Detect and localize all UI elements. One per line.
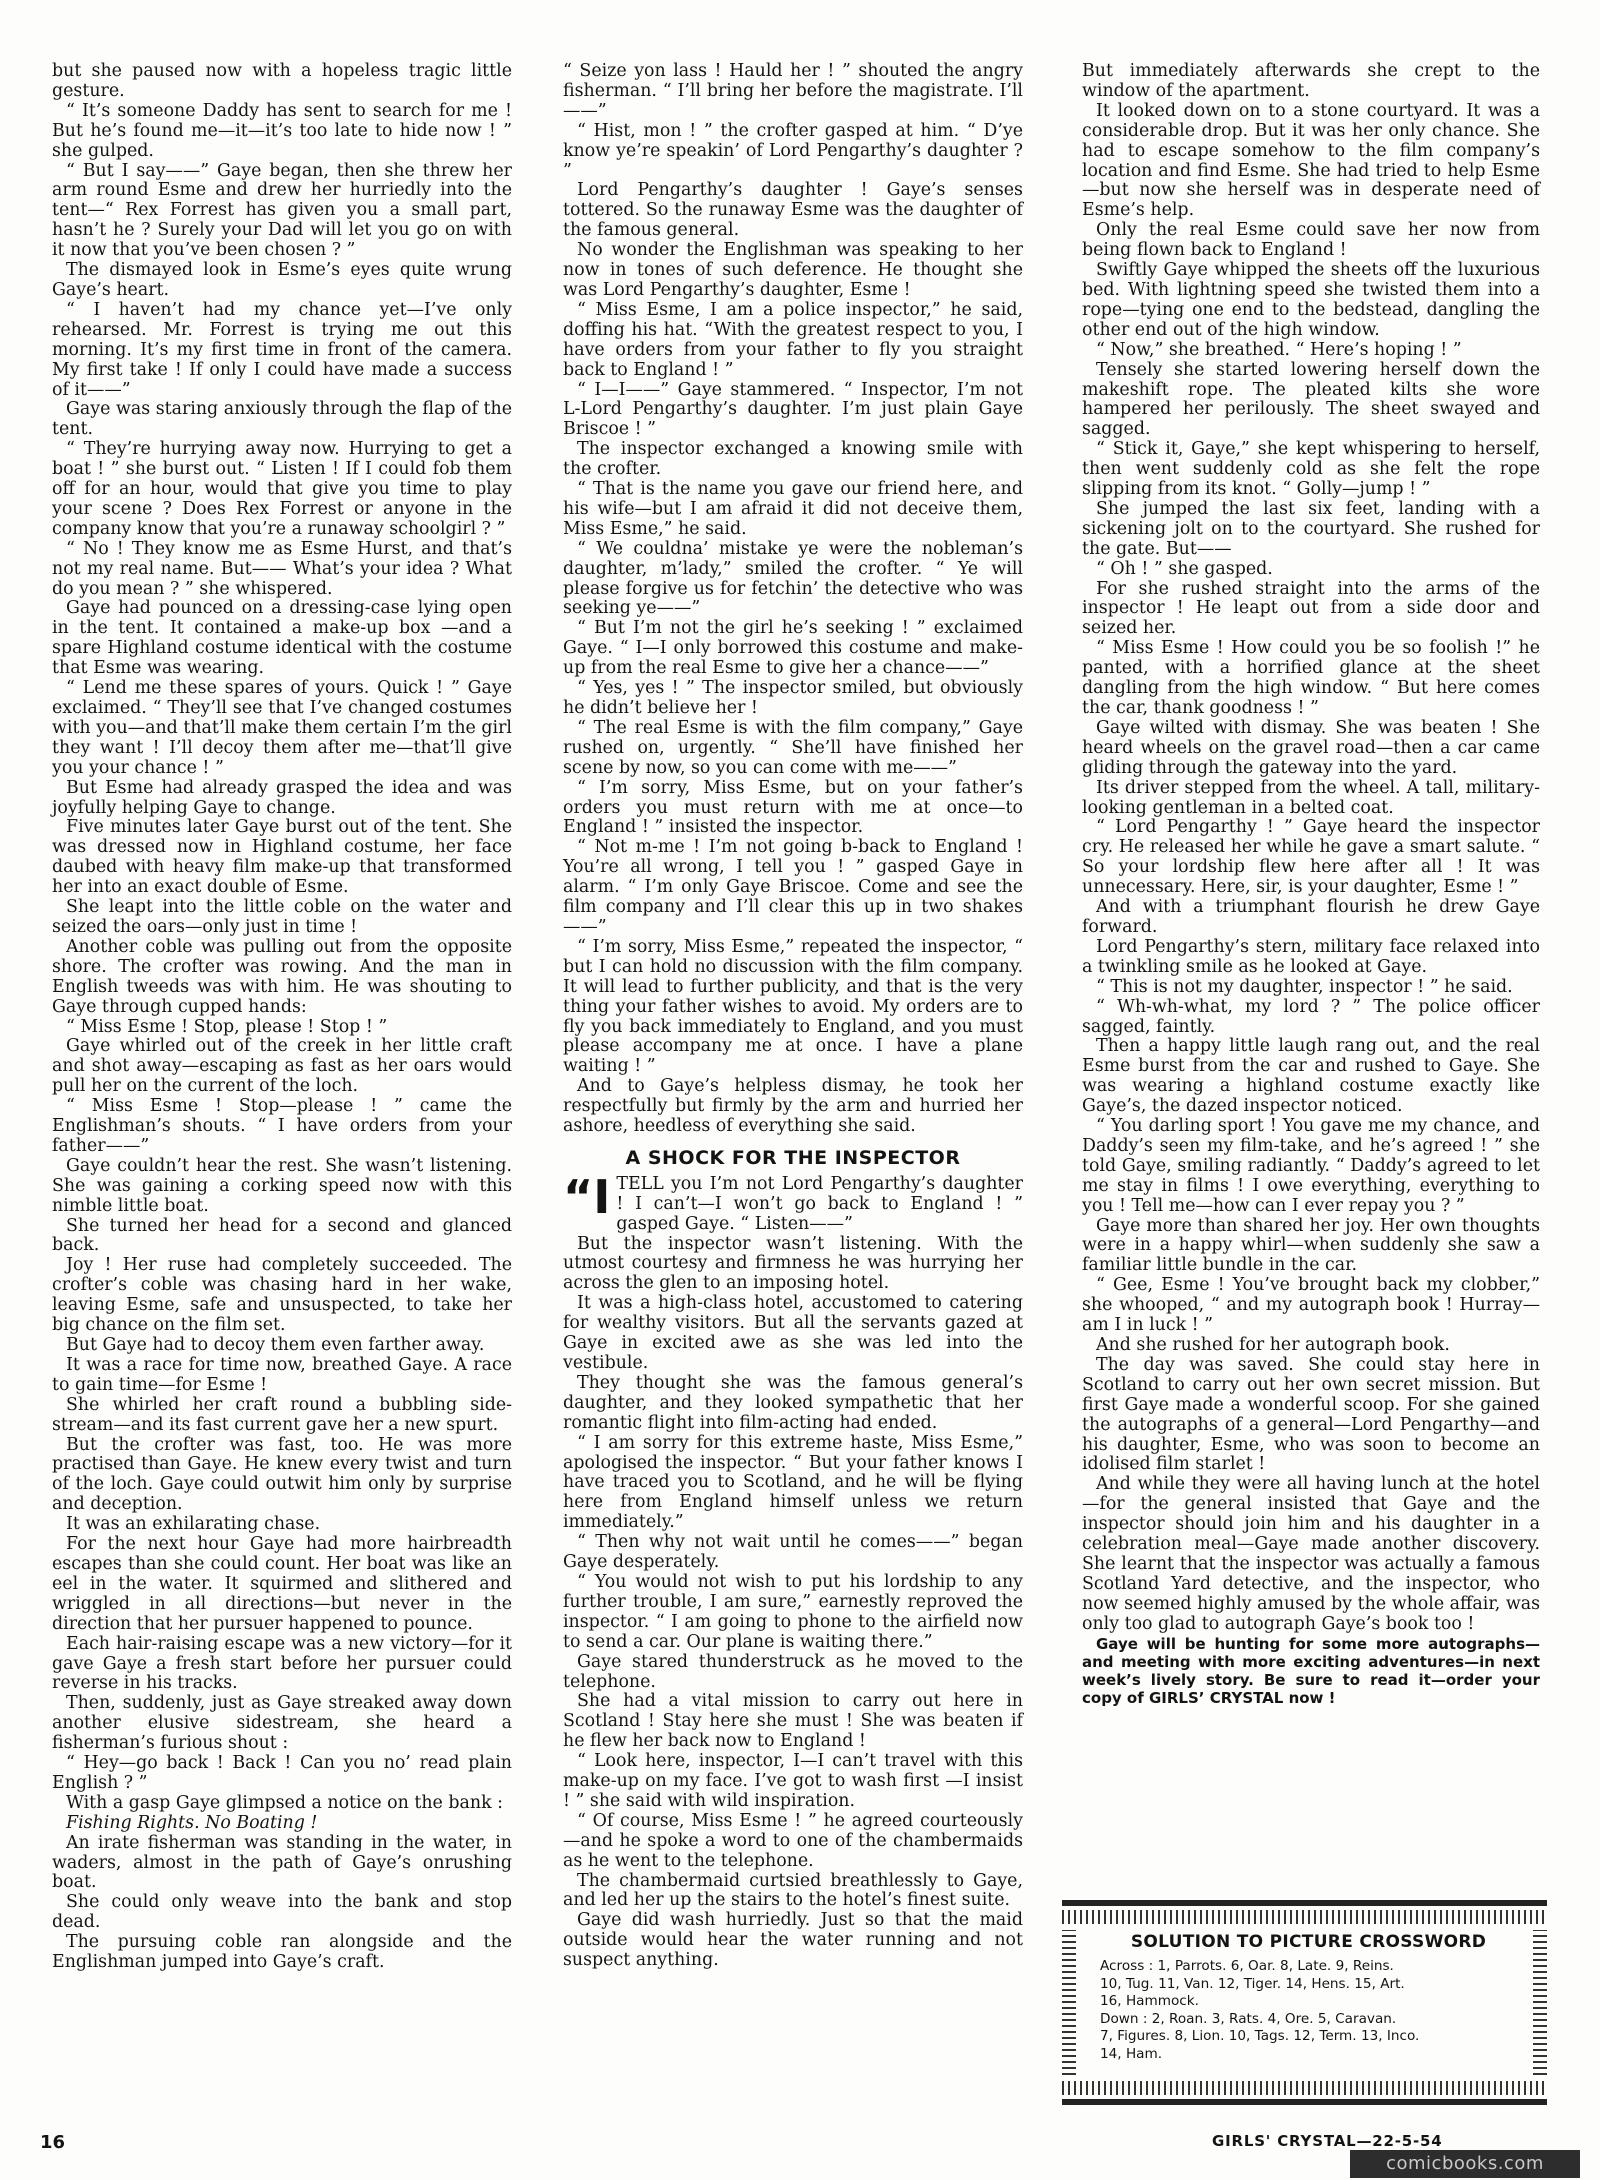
paragraph: “ I’m sorry, Miss Esme,” repeated the inspector, “ but I can hold no discussion with the film company. It will lead to further publicity, and that is the very thing your father wishes to avoid. My orders are to fly you back immediately to England, and you must please accompany me at once. I have a plane waiting ! ” [563, 936, 1023, 1077]
paragraph: But Esme had already grasped the idea and was joyfully helping Gaye to change. [52, 777, 512, 818]
paragraph: The dismayed look in Esme’s eyes quite wrung Gaye’s heart. [52, 260, 512, 300]
paragraph: Another coble was pulling out from the opposite shore. The crofter was rowing. And the man in English tweeds was with him. He was shouting to Gaye through cupped hands: [52, 936, 512, 1017]
paragraph: “ Gee, Esme ! You’ve brought back my clobber,” she whooped, “ and my autograph book ! Hurray—am I in luck ! ” [1082, 1275, 1540, 1336]
paragraph: “ But I’m not the girl he’s seeking ! ” exclaimed Gaye. “ I—I only borrowed this costume and make-up from the real Esme to give her a chance——” [563, 618, 1023, 679]
paragraph: “ Miss Esme ! Stop—please ! ” came the Englishman’s shouts. “ I have orders from your father——” [52, 1096, 512, 1156]
paragraph: The pursuing coble ran alongside and the Englishman jumped into Gaye’s craft. [52, 1932, 512, 1973]
paragraph: “ Lord Pengarthy ! ” Gaye heard the inspector cry. He released her while he gave a smart salute. “ So your lordship flew here after all ! It was unnecessary. Here, sir, is your daughter, Esme ! ” [1082, 817, 1540, 898]
paragraph: Gaye stared thunderstruck as he moved to the telephone. [563, 1651, 1023, 1692]
paragraph: “ The real Esme is with the film company,” Gaye rushed on, urgently. “ She’ll have finished her scene by now, so you can come with me——” [563, 717, 1023, 778]
paragraph: “ They’re hurrying away now. Hurrying to get a boat ! ” she burst out. “ Listen ! If I could fob them off for an hour, would that give you time to play your scene ? Does Rex Forrest or anyone in the company know that you’re a runaway schoolgirl ? ” [52, 439, 512, 539]
paragraph: It looked down on to a stone courtyard. It was a considerable drop. But it was her only chance. She had to escape somehow to the film company’s location and find Esme. She had tried to help Esme—but now she herself was in desperate need of Esme’s help. [1082, 100, 1540, 221]
story-column-3-text [1082, 62, 1540, 1635]
paragraph: Swiftly Gaye whipped the sheets off the luxurious bed. With lightning speed she twisted them into a rope—tying one end to the bedstead, dangling the other end out of the high window. [1082, 260, 1540, 340]
paragraph: “ Oh ! ” she gasped. [1096, 558, 1273, 579]
paragraph: But the inspector wasn’t listening. With the utmost courtesy and firmness he was hurrying her across the glen to an imposing hotel. [563, 1233, 1023, 1294]
paragraph: Lord Pengarthy’s daughter ! Gaye’s senses tottered. So the runaway Esme was the daughter of the famous general. [563, 180, 1023, 241]
next-week-promo: Gaye will be hunting for some more autographs—and meeting with more exciting adventures—in next week’s lively story. Be sure to read it—order your copy of GIRLS’ CRYSTAL now ! [1082, 1634, 1540, 1707]
paragraph: And while they were all having lunch at the hotel—for the general insisted that Gaye and the inspector should join him and his daughter in a celebration meal—Gaye made another discovery. She learnt that the inspector was actually a famous Scotland Yard detective, and the inspector, who now seemed highly amused by the whole affair, was only too glad to autograph Gaye’s book too ! [1082, 1474, 1540, 1634]
paragraph: The day was saved. She could stay here in Scotland to carry out her own secret mission. But first Gaye made a wonderful scoop. For she gained the autographs of a general—Lord Pengarthy—and his daughter, Esme, who was soon to become an idolised film starlet ! [1082, 1354, 1540, 1475]
paragraph: “ Of course, Miss Esme ! ” he agreed courteously—and he spoke a word to one of the chambermaids as he went to the telephone. [563, 1810, 1023, 1871]
story-column-1 [52, 62, 512, 1973]
paragraph: Fishing Rights. No Boating ! [66, 1812, 318, 1833]
paragraph: Gaye was staring anxiously through the flap of the tent. [52, 399, 512, 440]
paragraph: Gaye wilted with dismay. She was beaten ! She heard wheels on the gravel road—then a car came gliding through the gateway into the yard. [1082, 717, 1540, 778]
paragraph: It was a high-class hotel, accustomed to catering for wealthy visitors. But all the servants gazed at Gaye in excited awe as she was led into the vestibule. [563, 1293, 1023, 1373]
paragraph: “ I am sorry for this extreme haste, Miss Esme,” apologised the inspector. “ But your father knows I have traced you to Scotland, and he will be flying here from England himself unless we return immediately.” [563, 1432, 1023, 1533]
paragraph: “ Yes, yes ! ” The inspector smiled, but obviously he didn’t believe her ! [563, 678, 1023, 718]
paragraph: “ Look here, inspector, I—I can’t travel with this make-up on my face. I’ve got to wash first —I insist ! ” she said with wild inspiration. [563, 1751, 1023, 1811]
paragraph: “ No ! They know me as Esme Hurst, and that’s not my real name. But—— What’s your idea ? What do you mean ? ” she whispered. [52, 538, 512, 599]
story-column-2 [563, 62, 1023, 1971]
dropcap-paragraph [563, 1169, 1023, 1235]
paragraph: “ Miss Esme, I am a police inspector,” he said, doffing his hat. “With the greatest respect to you, I have orders from your father to fly you straight back to England ! ” [563, 299, 1023, 380]
paragraph: “ I haven’t had my chance yet—I’ve only rehearsed. Mr. Forrest is trying me out this morning. It’s my first time in front of the camera. My first take ! If only I could have made a success of it——” [52, 299, 512, 400]
crossword-line: 14, Ham. [1100, 2045, 1163, 2062]
paragraph: It was a race for time now, breathed Gaye. A race to gain time—for Esme ! [52, 1354, 512, 1395]
paragraph: “ I—I——” Gaye stammered. “ Inspector, I’m not L-Lord Pengarthy’s daughter. I’m just plain Gaye Briscoe ! ” [563, 379, 1023, 440]
paragraph: “ We couldna’ mistake ye were the nobleman’s daughter, m’lady,” smiled the crofter. “ Ye will please forgive us for fetchin’ the detective who was seeking ye——” [563, 538, 1023, 619]
crossword-line: Across : 1, Parrots. 6, Oar. 8, Late. 9, Reins. [1100, 1958, 1394, 1974]
issue-label: GIRLS' CRYSTAL—22-5-54 [1212, 2132, 1443, 2150]
crossword-line: 7, Figures. 8, Lion. 10, Tags. 12, Term. 13, Inco. [1100, 2028, 1420, 2044]
story-column-2-bottom [563, 1235, 1023, 1972]
paragraph: Joy ! Her ruse had completely succeeded. The crofter’s coble was chasing hard in her wake, leaving Esme, safe and unsuspected, to take her big chance on the film set. [52, 1255, 512, 1336]
paragraph: For the next hour Gaye had more hairbreadth escapes than she could count. Her boat was like an eel in the water. It squirmed and slithered and wriggled in all directions—but never in the direction that her pursuer happened to pounce. [52, 1534, 512, 1634]
crossword-answers [1100, 1958, 1517, 2063]
paragraph: “ This is not my daughter, inspector ! ” he said. [1096, 976, 1513, 997]
paragraph: “ Hey—go back ! Back ! Can you no’ read plain English ? ” [52, 1753, 512, 1793]
paragraph: “ Seize yon lass ! Hauld her ! ” shouted the angry fisherman. “ I’ll bring her before the magistrate. I’ll——” [563, 61, 1023, 121]
decorative-border-left [1062, 1930, 1076, 2075]
watermark: comicbooks.com [1350, 2150, 1580, 2178]
paragraph: But Gaye had to decoy them even farther away. [66, 1335, 485, 1355]
paragraph: Each hair-raising escape was a new victory—for it gave Gaye a fresh start before her pursuer could reverse in his tracks. [52, 1633, 512, 1694]
paragraph: And to Gaye’s helpless dismay, he took her respectfully but firmly by the arm and hurried her ashore, heedless of everything she said. [563, 1076, 1023, 1137]
paragraph: And with a triumphant flourish he drew Gaye forward. [1082, 897, 1540, 937]
paragraph: “ I’m sorry, Miss Esme, but on your father’s orders you must return with me at once—to England ! ” insisted the inspector. [563, 777, 1023, 838]
crossword-solution-box [1062, 1900, 1547, 2105]
page-number: 16 [40, 2132, 66, 2153]
paragraph: Gaye whirled out of the creek in her little craft and shot away—escaping as fast as her oars would pull her on the current of the loch. [52, 1036, 512, 1097]
crossword-line: 10, Tug. 11, Van. 12, Tiger. 14, Hens. 15, Art. [1100, 1975, 1405, 1992]
paragraph: She whirled her craft round a bubbling side-stream—and its fast current gave her a new spurt. [52, 1394, 512, 1435]
paragraph: She turned her head for a second and glanced back. [52, 1215, 512, 1256]
crossword-title: SOLUTION TO PICTURE CROSSWORD [1130, 1932, 1487, 1952]
paragraph: For she rushed straight into the arms of the inspector ! He leapt out from a side door and seized her. [1082, 578, 1540, 639]
paragraph: She leapt into the little coble on the water and seized the oars—only just in time ! [52, 897, 512, 937]
paragraph: “ Not m-me ! I’m not going b-back to England ! You’re all wrong, I tell you ! ” gasped Gaye in alarm. “ I’m only Gaye Briscoe. Come and see the film company and I’ll clear this up in two shakes——” [563, 837, 1023, 937]
paragraph: “ Lend me these spares of yours. Quick ! ” Gaye exclaimed. “ They’ll see that I’ve changed costumes with you—and that’ll make them certain I’m the girl they want ! I’ll decoy them after me—that’ll give you your chance ! ” [52, 678, 512, 778]
paragraph: Five minutes later Gaye burst out of the tent. She was dressed now in Highland costume, her face daubed with heavy film make-up that transformed her into an exact double of Esme. [52, 817, 512, 898]
paragraph: Only the real Esme could save her now from being flown back to England ! [1082, 220, 1540, 261]
decorative-border-bottom [1062, 2081, 1547, 2095]
paragraph: And she rushed for her autograph book. [1096, 1335, 1450, 1355]
paragraph: “ Then why not wait until he comes——” began Gaye desperately. [563, 1532, 1023, 1573]
crossword-content [1100, 1932, 1517, 2063]
dropcap-rest: TELL you I’m not Lord Pengarthy’s daughter ! I can’t—I won’t go back to England ! ” gasped Gaye. “ Listen——” [616, 1173, 1023, 1234]
paragraph: She jumped the last six feet, landing with a sickening jolt on to the courtyard. She rushed for the gate. But—— [1082, 498, 1540, 559]
paragraph: The inspector exchanged a knowing smile with the crofter. [563, 439, 1023, 480]
paragraph: “ Now,” she breathed. “ Here’s hoping ! ” [1096, 339, 1462, 360]
decorative-border-top [1062, 1910, 1547, 1924]
story-column-3 [1082, 62, 1540, 1707]
paragraph: She could only weave into the bank and stop dead. [52, 1892, 512, 1933]
paragraph: “ But I say——” Gaye began, then she threw her arm round Esme and drew her hurriedly into the tent—“ Rex Forrest has given you a small part, hasn’t he ? Surely your Dad will let you go on with it now that you’ve been chosen ? ” [52, 160, 512, 261]
paragraph: “ That is the name you gave our friend here, and his wife—but I am afraid it did not deceive them, Miss Esme,” he said. [563, 479, 1023, 539]
paragraph: Gaye couldn’t hear the rest. She wasn’t listening. She was gaining a corking speed now with this nimble little boat. [52, 1155, 512, 1216]
paragraph: “ Wh-wh-what, my lord ? ” The police officer sagged, faintly. [1082, 996, 1540, 1037]
crossword-line: 16, Hammock. [1100, 1993, 1199, 2009]
paragraph: “ You darling sport ! You gave me my chance, and Daddy’s seen my film-take, and he’s agreed ! ” she told Gaye, smiling radiantly. “ Daddy’s agreed to let me stay in films ! I owe everything, everything to you ! Tell me—how can I ever repay you ? ” [1082, 1116, 1540, 1216]
crossword-line: Down : 2, Roan. 3, Rats. 4, Ore. 5, Caravan. [1100, 2010, 1397, 2027]
paragraph: Lord Pengarthy’s stern, military face relaxed into a twinkling smile as he looked at Gaye. [1082, 936, 1540, 977]
paragraph: but she paused now with a hopeless tragic little gesture. [52, 61, 512, 101]
paragraph: Then, suddenly, just as Gaye streaked away down another elusive sidestream, she heard a fisherman’s furious shout : [52, 1693, 512, 1754]
paragraph: It was an exhilarating chase. [66, 1514, 321, 1535]
decorative-border-right [1533, 1930, 1547, 2075]
dropcap-letter: “I [563, 1169, 611, 1224]
paragraph: “ You would not wish to put his lordship to any further trouble, I am sure,” earnestly reproved the inspector. “ I am going to phone to the airfield now to send a car. Our plane is waiting there.” [563, 1571, 1023, 1652]
paragraph: “ Miss Esme ! Stop, please ! Stop ! ” [66, 1016, 388, 1037]
paragraph: She had a vital mission to carry out here in Scotland ! Stay here she must ! She was beaten if he flew her back now to England ! [563, 1691, 1023, 1752]
paragraph: Then a happy little laugh rang out, and the real Esme burst from the car and rushed to Gaye. She was wearing a highland costume exactly like Gaye’s, the dazed inspector noticed. [1082, 1036, 1540, 1117]
paragraph: The chambermaid curtsied breathlessly to Gaye, and led her up the stairs to the hotel’s finest suite. [563, 1870, 1023, 1911]
paragraph: “ Stick it, Gaye,” she kept whispering to herself, then went suddenly cold as she felt the rope slipping from its knot. “ Golly—jump ! ” [1082, 439, 1540, 500]
paragraph: Gaye more than shared her joy. Her own thoughts were in a happy whirl—when suddenly she saw a familiar little bundle in the car. [1082, 1215, 1540, 1276]
section-heading: A SHOCK FOR THE INSPECTOR [625, 1146, 961, 1169]
paragraph: Its driver stepped from the wheel. A tall, military-looking gentleman in a belted coat. [1082, 777, 1540, 818]
paragraph: “ Miss Esme ! How could you be so foolish !” he panted, with a horrified glance at the sheet dangling from the high window. “ But here comes the car, thank goodness ! ” [1082, 638, 1540, 718]
paragraph: No wonder the Englishman was speaking to her now in tones of such deference. He thought she was Lord Pengarthy’s daughter, Esme ! [563, 240, 1023, 300]
paragraph: “ Hist, mon ! ” the crofter gasped at him. “ D’ye know ye’re speakin’ of Lord Pengarthy’s daughter ? ” [563, 120, 1023, 181]
paragraph: An irate fisherman was standing in the water, in waders, almost in the path of Gaye’s onrushing boat. [52, 1832, 512, 1893]
paragraph: “ It’s someone Daddy has sent to search for me ! But he’s found me—it—it’s too late to hide now ! ” she gulped. [52, 100, 512, 161]
paragraph: Tensely she started lowering herself down the makeshift rope. The pleated kilts she wore hampered her perilously. The sheet swayed and sagged. [1082, 359, 1540, 440]
story-column-2-top [563, 62, 1023, 1137]
paragraph: With a gasp Gaye glimpsed a notice on the bank : [66, 1792, 503, 1813]
paragraph: Gaye did wash hurriedly. Just so that the maid outside would hear the water running and not suspect anything. [563, 1910, 1023, 1971]
paragraph: But the crofter was fast, too. He was more practised than Gaye. He knew every twist and turn of the loch. Gaye could outwit him only by surprise and deception. [52, 1434, 512, 1515]
paragraph: They thought she was the famous general’s daughter, and they looked sympathetic that her romantic flight into film-acting had ended. [563, 1372, 1023, 1433]
paragraph: Gaye had pounced on a dressing-case lying open in the tent. It contained a make-up box —and a spare Highland costume identical with the costume that Esme was wearing. [52, 598, 512, 679]
paragraph: But immediately afterwards she crept to the window of the apartment. [1082, 61, 1540, 101]
